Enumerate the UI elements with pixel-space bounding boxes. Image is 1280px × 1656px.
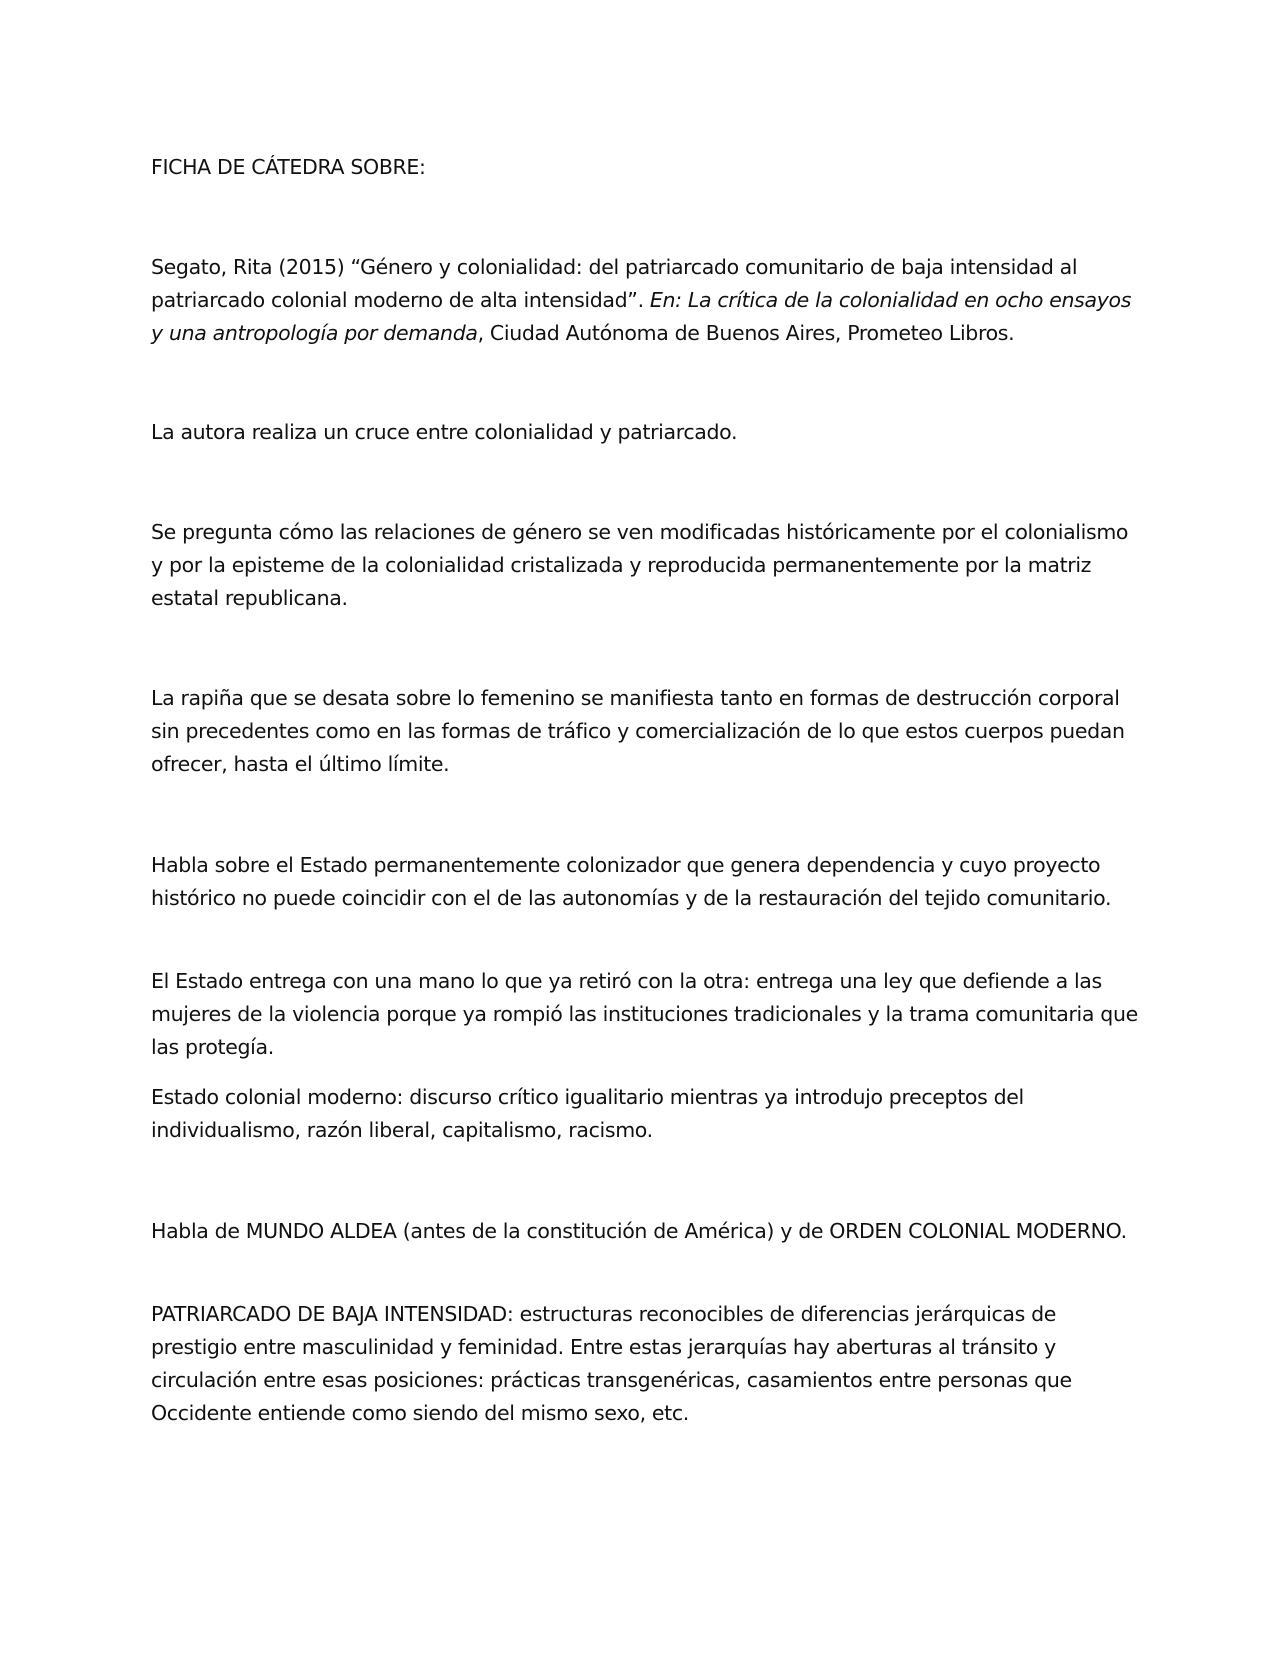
document-title: FICHA DE CÁTEDRA SOBRE:: [151, 155, 426, 179]
citation-paragraph: [151, 251, 1141, 350]
paragraph-8: PATRIARCADO DE BAJA INTENSIDAD: estructuras reconocibles de diferencias jerárquicas de prestigio entre masculinidad y feminidad. Entre estas jerarquías hay aberturas al tránsito y circulación entre esas posiciones: prácticas transgenéricas, casamientos entre personas que Occidente entiende como siendo del mismo sexo, etc.: [151, 1302, 1072, 1425]
paragraph-7: Habla de MUNDO ALDEA (antes de la constitución de América) y de ORDEN COLONIAL MODERNO.: [151, 1219, 1127, 1243]
paragraph-2: Se pregunta cómo las relaciones de género se ven modificadas históricamente por el colonialismo y por la episteme de la colonialidad cristalizada y reproducida permanentemente por la matriz estatal republicana.: [151, 520, 1129, 610]
citation-text: Segato, Rita (2015) “Género y colonialidad: del patriarcado comunitario de baja intensidad al patriarcado colonial moderno de alta intensidad”.: [151, 255, 1078, 312]
citation-publisher: , Ciudad Autónoma de Buenos Aires, Prometeo Libros.: [477, 321, 1015, 345]
citation-book-title: En: La crítica de la colonialidad en ocho ensayos y una antropología por demanda: [151, 288, 1132, 345]
paragraph-1: La autora realiza un cruce entre colonialidad y patriarcado.: [151, 420, 738, 444]
paragraph-6: Estado colonial moderno: discurso crítico igualitario mientras ya introdujo preceptos del individualismo, razón liberal, capitalismo, racismo.: [151, 1085, 1024, 1142]
paragraph-3: La rapiña que se desata sobre lo femenino se manifiesta tanto en formas de destrucción corporal sin precedentes como en las formas de tráfico y comercialización de lo que estos cuerpos puedan ofrecer, hasta el último límite.: [151, 686, 1125, 776]
paragraph-4: Habla sobre el Estado permanentemente colonizador que genera dependencia y cuyo proyecto histórico no puede coincidir con el de las autonomías y de la restauración del tejido comunitario.: [151, 853, 1112, 910]
paragraph-5: El Estado entrega con una mano lo que ya retiró con la otra: entrega una ley que defiende a las mujeres de la violencia porque ya rompió las instituciones tradicionales y la trama comunitaria que las protegía.: [151, 969, 1138, 1059]
